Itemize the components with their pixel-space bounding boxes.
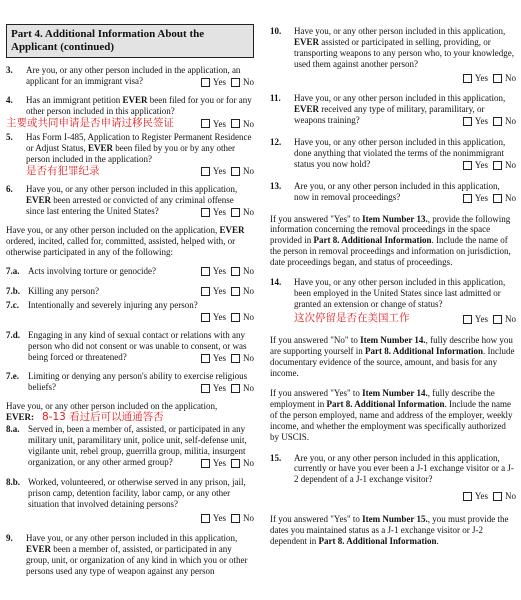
- no-option[interactable]: No: [231, 266, 254, 277]
- question-7a: [6, 266, 254, 277]
- yes-option[interactable]: Yes: [201, 77, 226, 88]
- question-7d: [6, 330, 254, 364]
- annotation-immigrant-visa: 主要或共同申请是否申请过移民签证: [6, 117, 174, 130]
- question-10: [270, 26, 516, 84]
- question-number: 11.: [270, 92, 281, 103]
- question-number: 7.d.: [6, 329, 21, 340]
- part-4-header: Part 4. Additional Information About the Applicant (continued): [6, 24, 254, 58]
- question-number: 8.b.: [6, 477, 21, 488]
- answer-options: [196, 119, 254, 130]
- question-number: 13.: [270, 180, 282, 191]
- yes-option[interactable]: Yes: [201, 383, 226, 394]
- yes-option[interactable]: Yes: [201, 353, 226, 364]
- answer-options: [28, 312, 254, 323]
- answer-options: [196, 266, 254, 277]
- yes-checkbox[interactable]: [201, 287, 210, 296]
- intro-8: Have you, or any other person included on the application,: [6, 400, 218, 411]
- question-15: [270, 453, 516, 503]
- answer-options: [458, 314, 516, 325]
- question-14: [270, 277, 516, 310]
- yes-option[interactable]: Yes: [463, 314, 488, 325]
- question-number: 12.: [270, 136, 282, 147]
- no-option[interactable]: No: [231, 353, 254, 364]
- question-number: 15.: [270, 452, 282, 463]
- no-option[interactable]: No: [231, 312, 254, 323]
- question-8a: [6, 424, 254, 469]
- question-text: Have you, or any other person included in this application, done anything that violated the terms of the nonimmigrant status you now hold?: [294, 136, 506, 169]
- question-4: [6, 95, 254, 117]
- yes-checkbox[interactable]: [201, 167, 210, 176]
- yes-option[interactable]: Yes: [463, 160, 488, 171]
- no-option[interactable]: No: [231, 513, 254, 524]
- question-text: Are you, or any other person included in the application, an applicant for an immigrant visa?: [26, 65, 241, 87]
- question-number: 14.: [270, 277, 282, 288]
- no-checkbox[interactable]: [493, 492, 502, 501]
- question-6: [6, 184, 254, 218]
- no-checkbox[interactable]: [231, 78, 240, 87]
- question-11: [270, 93, 516, 127]
- annotation-criminal-record: 是否有犯罪纪录: [26, 164, 100, 177]
- yes-option[interactable]: Yes: [201, 207, 226, 218]
- yes-option[interactable]: Yes: [463, 116, 488, 127]
- yes-checkbox[interactable]: [463, 117, 472, 126]
- instructions-14-yes: If you answered "Yes" to Item Number 14., fully describe the employment in Part 8. Additional Information. Include the name of the person employed, name and address of the employer, weekly income, and whether the employment was specifically authorized by USCIS.: [270, 387, 513, 442]
- answer-options: [196, 166, 254, 177]
- answer-options: [294, 73, 516, 84]
- yes-option[interactable]: Yes: [201, 266, 226, 277]
- no-option[interactable]: No: [231, 207, 254, 218]
- question-number: 7.c.: [6, 299, 19, 310]
- yes-checkbox[interactable]: [201, 459, 210, 468]
- yes-checkbox[interactable]: [201, 208, 210, 217]
- no-checkbox[interactable]: [231, 287, 240, 296]
- no-checkbox[interactable]: [493, 117, 502, 126]
- question-text: Intentionally and severely injuring any person?: [28, 299, 198, 310]
- answer-options: [28, 513, 254, 524]
- no-option[interactable]: No: [231, 286, 254, 297]
- yes-checkbox[interactable]: [463, 161, 472, 170]
- intro-7: Have you, or any other person included on the application, EVER ordered, incited, called for, committed, assisted, helped with, or otherwise participated in any of the following:: [6, 225, 245, 258]
- question-text: Have you, or any other person included in this application, been employed in the United States since last admitted or granted an extension or change of status?: [294, 277, 506, 310]
- question-13: [270, 181, 516, 204]
- question-number: 4.: [6, 95, 13, 106]
- no-option[interactable]: No: [493, 491, 516, 502]
- question-text: Killing any person?: [28, 285, 99, 296]
- yes-option[interactable]: Yes: [201, 166, 226, 177]
- no-checkbox[interactable]: [231, 514, 240, 523]
- instructions-14-no: If you answered "No" to Item Number 14., fully describe how you are supporting yourself in Part 8. Additional Information. Include documentary evidence of the source, amount, and basis for any income.: [270, 334, 515, 378]
- answer-options: [28, 383, 254, 394]
- question-text: Engaging in any kind of sexual contact or relations with any person who did not consent or was unable to consent, or was being forced or threatened?: [28, 329, 247, 362]
- question-number: 7.a.: [6, 266, 20, 276]
- yes-option[interactable]: Yes: [463, 193, 488, 204]
- yes-option[interactable]: Yes: [463, 73, 488, 84]
- no-option[interactable]: No: [231, 119, 254, 130]
- yes-option[interactable]: Yes: [201, 119, 226, 130]
- question-text: Have you, or any other person included in this application, EVER been arrested or convicted of any criminal offense since last entering the United States?: [26, 184, 238, 217]
- no-checkbox[interactable]: [231, 384, 240, 393]
- no-option[interactable]: No: [493, 160, 516, 171]
- question-text: Have you, or any other person included in this application, EVER been a member of, assisted, or participated in any group, unit, or organization of any kind in which you or other persons used any type of weapon against any person: [26, 532, 248, 576]
- no-option[interactable]: No: [231, 77, 254, 88]
- no-checkbox[interactable]: [231, 313, 240, 322]
- question-text: Served in, been a member of, assisted, or participated in any military unit, paramilitary unit, police unit, self-defense unit, vigilante unit, rebel group, guerrilla group, militia, insurgent organization, or any other armed group?: [28, 424, 247, 468]
- question-number: 5.: [6, 131, 13, 142]
- yes-checkbox[interactable]: [201, 313, 210, 322]
- no-checkbox[interactable]: [231, 167, 240, 176]
- no-option[interactable]: No: [493, 116, 516, 127]
- no-checkbox[interactable]: [493, 194, 502, 203]
- no-checkbox[interactable]: [231, 267, 240, 276]
- yes-checkbox[interactable]: [201, 384, 210, 393]
- yes-checkbox[interactable]: [463, 74, 472, 83]
- yes-checkbox[interactable]: [201, 119, 210, 128]
- right-column: [270, 0, 516, 547]
- question-7c: [6, 300, 254, 323]
- question-12: [270, 137, 516, 171]
- question-text: Has an immigrant petition EVER been filed for you or for any other person included in this application?: [26, 95, 252, 117]
- no-checkbox[interactable]: [231, 208, 240, 217]
- no-checkbox[interactable]: [493, 315, 502, 324]
- question-text: Has Form I-485, Application to Register Permanent Residence or Adjust Status, EVER been filed by you or by any other person included in the application?: [26, 131, 252, 164]
- yes-option[interactable]: Yes: [201, 286, 226, 297]
- yes-checkbox[interactable]: [201, 514, 210, 523]
- question-text: Have you, or any other person included in this application, EVER assisted or participated in selling, providing, or transporting weapons to any person who, to your knowledge, used them against another person?: [294, 26, 514, 69]
- question-number: 8.a.: [6, 424, 20, 435]
- question-number: 9.: [6, 532, 13, 543]
- no-option[interactable]: No: [231, 458, 254, 469]
- question-5: [6, 132, 254, 165]
- question-text: Acts involving torture or genocide?: [28, 266, 156, 276]
- answer-options: [294, 491, 516, 502]
- no-checkbox[interactable]: [231, 119, 240, 128]
- question-text: Have you, or any other person included in this application, EVER received any type of military, paramilitary, or weapons training?: [294, 92, 506, 125]
- yes-option[interactable]: Yes: [463, 491, 488, 502]
- question-7b: [6, 286, 254, 297]
- question-9: [6, 533, 254, 577]
- yes-checkbox[interactable]: [463, 492, 472, 501]
- question-text: Limiting or denying any person's ability to exercise religious beliefs?: [28, 370, 248, 392]
- yes-checkbox[interactable]: [463, 315, 472, 324]
- yes-option[interactable]: Yes: [201, 312, 226, 323]
- question-number: 7.e.: [6, 370, 19, 381]
- annotation-answer-no: 8-13 看过后可以通通答否: [42, 410, 164, 423]
- question-3: [6, 65, 254, 88]
- answer-options: [196, 286, 254, 297]
- question-text: Are you, or any other person included in this application, currently or have you ever been a J-1 exchange visitor or a J-2 dependent of a J-1 exchange visitor?: [294, 452, 514, 485]
- yes-option[interactable]: Yes: [201, 513, 226, 524]
- instructions-13: If you answered "Yes" to Item Number 13., provide the following information concerning the removal proceedings in the space provided in Part 8. Additional Information. Include the name of the person in removal proceedings and information on jurisdiction, date proceedings began, and status of proceedings.: [270, 213, 511, 268]
- no-checkbox[interactable]: [493, 161, 502, 170]
- yes-checkbox[interactable]: [201, 78, 210, 87]
- no-option[interactable]: No: [493, 193, 516, 204]
- left-column: Part 4. Additional Information About the Applicant (continued) 3. Are you, or any other person included in the application, an applicant for an immigrant visa? Yes No 4. Has an immigrant petition EVER been filed for you or for any other person included in this application? 主要或共同申请是否申请过移民签证 Yes No 5. Has Form I-485, Application to Register Permanent Residence or Adjust Status, EVER been filed by you or by any other person included in the application? 是否有犯罪纪录 Yes No 6. Have you, or any other person included in this application, EVER been arrested or convicted of any criminal offense since last entering the United States? Yes No Have you, or any other person included on the application, EVER ordered, incited, called for, committed, assisted, helped with, or otherwise participated in any of the following: 7.a. Acts involving torture or genocide? Yes No 7.b. Killing any person? Yes No 7.c. Intentionally and severely injuring any person? Yes No 7.d. Engaging in any kind of sexual contact or relations with any person who did not consent or was unable to consent, or was being forced or threatened? Yes No 7.e. Limiting or denying any person's ability to exercise religious beliefs? Yes No Have you, or any other person included on the application, EVER: 8-13 看过后可以通通答否 8.a. Served in, been a member of, assisted, or participated in any military unit, paramilitary unit, police unit, self-defense unit, vigilante unit, rebel group, guerrilla group, militia, insurgent organization, or any other armed group? Yes No 8.b. Worked, volunteered, or otherwise served in any prison, jail, prison camp, detention facility, labor camp, or any other situation that involved detaining persons? Yes No 9. Have you, or any other person included in this application, EVER been a member of, assisted, or participated in any group, unit, or organization of any kind in which you or other persons used any type of weapon against any person: [6, 0, 254, 577]
- no-option[interactable]: No: [231, 383, 254, 394]
- yes-checkbox[interactable]: [463, 194, 472, 203]
- no-checkbox[interactable]: [493, 74, 502, 83]
- yes-checkbox[interactable]: [201, 267, 210, 276]
- question-8b: [6, 477, 254, 524]
- no-option[interactable]: No: [493, 73, 516, 84]
- no-checkbox[interactable]: [231, 354, 240, 363]
- yes-option[interactable]: Yes: [201, 458, 226, 469]
- instructions-15: If you answered "Yes" to Item Number 15., you must provide the dates you maintained status as a J-1 exchange visitor or J-2 dependent in Part 8. Additional Information.: [270, 514, 509, 547]
- no-option[interactable]: No: [493, 314, 516, 325]
- question-number: 7.b.: [6, 285, 21, 296]
- question-text: Worked, volunteered, or otherwise served in any prison, jail, prison camp, detention facility, labor camp, or any other situation that involved detaining persons?: [28, 477, 246, 509]
- question-text: Are you, or any other person included in this application, now in removal proceedings?: [294, 180, 500, 202]
- no-option[interactable]: No: [231, 166, 254, 177]
- question-number: 3.: [6, 65, 13, 76]
- no-checkbox[interactable]: [231, 459, 240, 468]
- annotation-us-employment: 这次停留是否在美国工作: [294, 312, 410, 325]
- yes-checkbox[interactable]: [201, 354, 210, 363]
- question-7e: [6, 371, 254, 394]
- question-number: 6.: [6, 184, 13, 195]
- question-number: 10.: [270, 26, 282, 36]
